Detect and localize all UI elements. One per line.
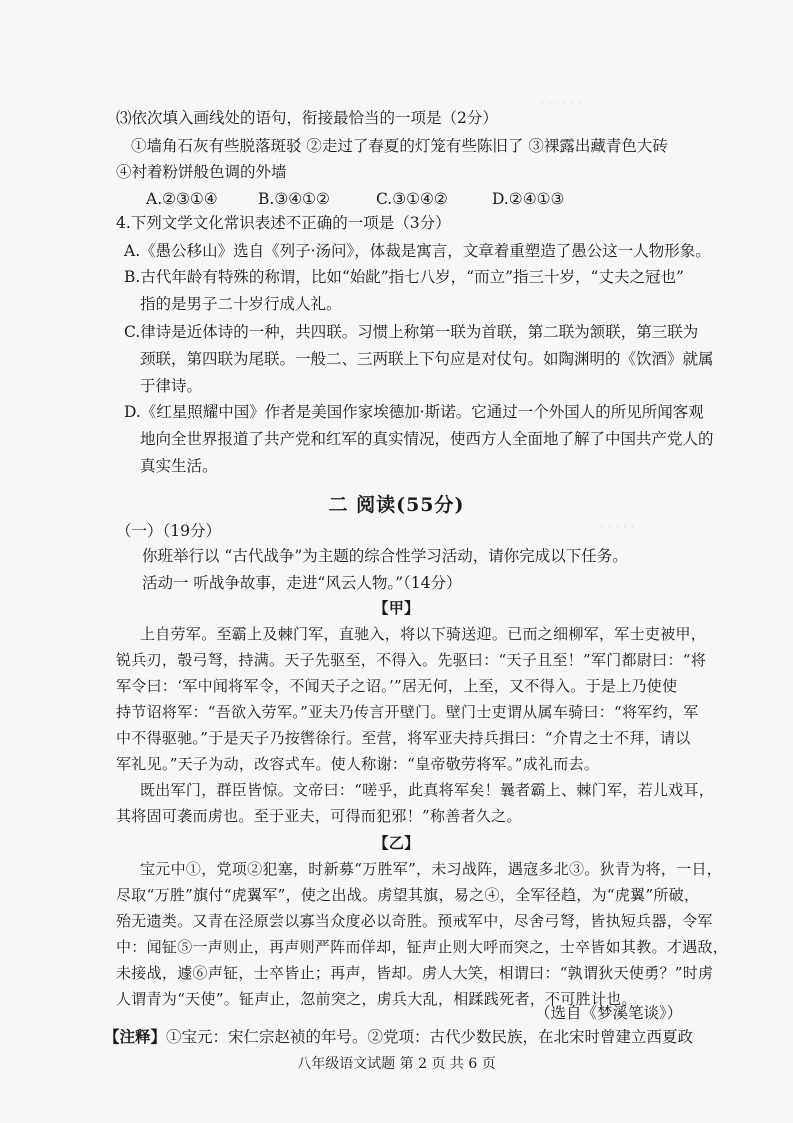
q3-stem: ⑶依次填入画线处的语句，衔接最恰当的一项是（2分）: [116, 109, 498, 127]
q3-option-c: C.③①④②: [376, 190, 448, 208]
passage-yi-line: 殆无遗类。又青在泾原尝以寡当众度必以奇胜。预戒军中，尽舍弓弩，皆执短兵器，令军: [116, 912, 713, 930]
passage-source: （选自《梦溪笔谈》）: [535, 1004, 683, 1022]
page-footer: 八年级语文试题 第 2 页 共 6 页: [297, 1056, 496, 1072]
passage-yi-line: 中：闻钲⑤一声则止，再声则严阵而佯却，钲声止则大呼而突之，士卒皆如其教。才遇敌，: [116, 938, 729, 956]
passage-jia-line: 上自劳军。至霸上及棘门军，直驰入，将以下骑送迎。已而之细柳军，军士吏被甲，: [140, 625, 707, 643]
part1-label: （一）（19分）: [116, 522, 221, 540]
q4-option-a: A.《愚公移山》选自《列子·汤问》，体裁是寓言，文章着重塑造了愚公这一人物形象。: [124, 242, 711, 260]
activity-intro: 你班举行以 “古代战争”为主题的综合性学习活动，请你完成以下任务。: [142, 547, 628, 565]
activity1-title: 活动一 听战争故事，走进“风云人物。”（14分）: [142, 574, 462, 592]
passage-yi-line: 宝元中①，党项②犯塞，时新募“万胜军”，未习战阵，遇寇多北③。狄青为将，一日，: [140, 860, 723, 878]
q4-option-b-line1: B.古代年龄有特殊的称谓，比如“始龀”指七八岁，“而立”指三十岁，“丈夫之冠也”: [124, 268, 684, 286]
bleed-through-mark: · · · · · ·: [540, 96, 582, 110]
q4-option-c-line1: C.律诗是近体诗的一种，共四联。习惯上称第一联为首联，第二联为颔联，第三联为: [124, 323, 699, 341]
passage-yi-line: 人谓青为“天使”。钲声止，忽前突之，虏兵大乱，相蹂践死者，不可胜计也。: [116, 990, 637, 1008]
q3-option-d: D.②④①③: [492, 190, 565, 208]
q4-option-c-line3: 于律诗。: [140, 377, 203, 395]
passage-jia-line: 持节诏将军：“吾欲入劳军。”亚夫乃传言开壁门。壁门士吏谓从属车骑曰：“将军约，军: [116, 703, 699, 721]
q3-option-a: A.②③①④: [146, 190, 218, 208]
passage-jia-title: 【甲】: [373, 599, 420, 617]
section-heading: 二 阅读(55分): [328, 494, 465, 516]
passage-yi-line: 尽取“万胜”旗付“虎翼军”，使之出战。虏望其旗，易之④，全军径趋，为“虎翼”所破，: [116, 886, 700, 904]
passage-yi-line: 未接战，遽⑥声钲，士卒皆止；再声，皆却。虏人大笑，相谓曰：“孰谓狄天使勇？”时虏: [116, 964, 714, 982]
q4-option-d-line2: 地向全世界报道了共产党和红军的真实情况，使西方人全面地了解了中国共产党人的: [140, 430, 714, 448]
q4-stem: 4.下列文学文化常识表述不正确的一项是（3分）: [116, 214, 451, 232]
passage-yi-title: 【乙】: [373, 834, 420, 852]
passage-jia-line: 军令曰：‘军中闻将军令，不闻天子之诏。’”居无何，上至，又不得入。于是上乃使使: [116, 677, 678, 695]
q4-option-b-line2: 指的是男子二十岁行成人礼。: [140, 295, 342, 313]
passage-jia-line: 既出军门，群臣皆惊。文帝曰：“嗟乎，此真将军矣！曩者霸上、棘门军，若儿戏耳，: [140, 781, 715, 799]
passage-jia-line: 中不得驱驰。”于是天子乃按辔徐行。至营，将军亚夫持兵揖曰：“介胄之士不拜，请以: [116, 729, 691, 747]
passage-jia-line: 锐兵刃，彀弓弩，持满。天子先驱至，不得入。先驱曰：“天子且至！”军门都尉曰：“将: [116, 651, 707, 669]
passage-jia-line: 军礼见。”天子为动，改容式车。使人称谢：“皇帝敬劳将军。”成礼而去。: [116, 755, 600, 773]
bleed-through-mark: · · · · ·: [600, 520, 635, 534]
notes-text: ①宝元：宋仁宗赵祯的年号。②党项：古代少数民族，在北宋时曾建立西夏政: [166, 1028, 694, 1046]
notes-label: 【注释】: [104, 1027, 167, 1046]
q3-items-line2: ④衬着粉饼般色调的外墙: [116, 163, 287, 181]
q3-option-b: B.③④①②: [258, 190, 330, 208]
q3-items-line1: ①墙角石灰有些脱落斑驳 ②走过了春夏的灯笼有些陈旧了 ③裸露出藏青色大砖: [131, 137, 668, 155]
q4-option-d-line1: D.《红星照耀中国》作者是美国作家埃德加·斯诺。它通过一个外国人的所见所闻客观: [124, 403, 704, 421]
passage-jia-line: 其将固可袭而虏也。至于亚夫，可得而犯邪！”称善者久之。: [116, 807, 522, 825]
notes: [104, 1027, 693, 1047]
q4-option-c-line2: 颈联，第四联为尾联。一般二、三两联上下句应是对仗句。如陶渊明的《饮酒》就属: [140, 350, 714, 368]
q4-option-d-line3: 真实生活。: [140, 457, 218, 475]
